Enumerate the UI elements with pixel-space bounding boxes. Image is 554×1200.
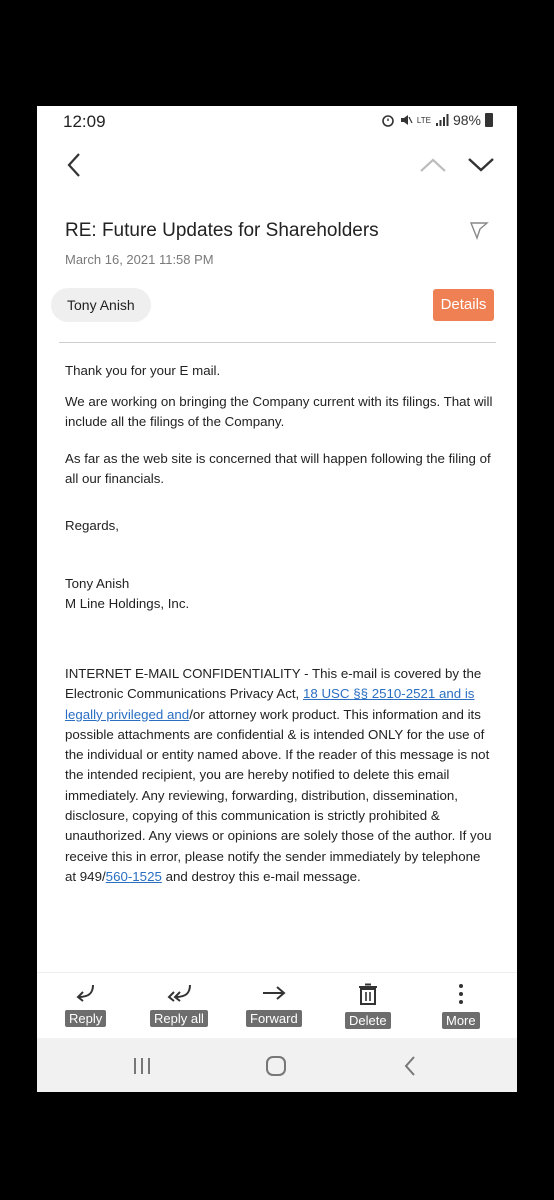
forward-button[interactable] xyxy=(246,983,302,1028)
header-divider xyxy=(59,342,496,343)
reply-all-button[interactable] xyxy=(150,983,208,1028)
delete-label: Delete xyxy=(345,1012,391,1029)
usc-link[interactable]: 18 USC §§ 2510-2521 and is legally privileged and xyxy=(65,686,475,722)
alarm-icon xyxy=(381,113,395,127)
phone-link[interactable]: 560-1525 xyxy=(105,868,162,884)
details-button[interactable]: Details xyxy=(433,289,494,321)
reply-all-label: Reply all xyxy=(150,1010,208,1027)
forward-arrow-icon xyxy=(260,983,288,1003)
lte-label: LTE xyxy=(416,115,431,125)
battery-percent: 98% xyxy=(452,112,481,128)
email-screen xyxy=(37,106,517,1092)
status-time: 12:09 xyxy=(63,112,106,131)
chevron-down-icon[interactable] xyxy=(467,156,495,174)
back-arrow-icon[interactable] xyxy=(65,152,83,178)
status-icons xyxy=(381,112,493,128)
recent-apps-icon[interactable] xyxy=(132,1057,152,1075)
chevron-up-icon[interactable] xyxy=(419,156,447,174)
home-icon[interactable] xyxy=(265,1055,287,1077)
more-label: More xyxy=(442,1012,480,1029)
legal-text: and destroy this e-mail message. xyxy=(161,868,361,884)
signature-name: Tony Anish xyxy=(65,576,130,591)
mute-icon xyxy=(399,113,413,127)
forward-label: Forward xyxy=(246,1010,302,1027)
signal-icon xyxy=(435,113,449,127)
confidentiality-notice xyxy=(65,664,495,887)
body-paragraph: Regards, xyxy=(65,518,119,533)
email-subject: RE: Future Updates for Shareholders xyxy=(65,220,379,241)
signature-company: M Line Holdings, Inc. xyxy=(65,596,190,611)
system-nav-bar xyxy=(37,1038,517,1092)
action-bar xyxy=(37,972,517,1035)
sender-chip[interactable]: Tony Anish xyxy=(51,288,151,322)
more-vertical-icon xyxy=(456,983,466,1005)
battery-icon xyxy=(485,113,493,127)
body-paragraph: Thank you for your E mail. xyxy=(65,363,221,378)
system-back-icon[interactable] xyxy=(403,1055,417,1077)
reply-label: Reply xyxy=(65,1010,106,1027)
email-body xyxy=(65,361,495,614)
more-button[interactable] xyxy=(442,983,480,1030)
reply-button[interactable] xyxy=(65,983,106,1028)
flag-icon[interactable] xyxy=(469,220,489,240)
trash-icon xyxy=(357,983,379,1005)
legal-text: INTERNET E-MAIL CONFIDENTIALITY - This e-mail is covered by the Electronic Communications Privacy Act, xyxy=(65,666,482,702)
top-nav xyxy=(37,146,517,190)
legal-text: /or attorney work product. This information and its possible attachments are confidential & is intended ONLY for the use of the individual or entity named above. If the reader of this message is not the intended recipient, you are hereby notified to delete this email immediately. Any reviewing, forwarding, distribution, dissemination, disclosure, copying of this communication is strictly prohibited & unauthorized. Any views or opinions are solely those of the author. If you receive this in error, please notify the sender immediately by telephone at 949/ xyxy=(65,706,492,884)
status-bar xyxy=(37,106,517,138)
body-paragraph: We are working on bringing the Company current with its filings. That will include all the filings of the Company. xyxy=(65,394,493,429)
email-date: March 16, 2021 11:58 PM xyxy=(65,252,214,267)
delete-button[interactable] xyxy=(345,983,391,1030)
reply-all-icon xyxy=(162,983,196,1003)
reply-icon xyxy=(73,983,99,1003)
body-paragraph: As far as the web site is concerned that will happen following the filing of all our financials. xyxy=(65,451,491,486)
